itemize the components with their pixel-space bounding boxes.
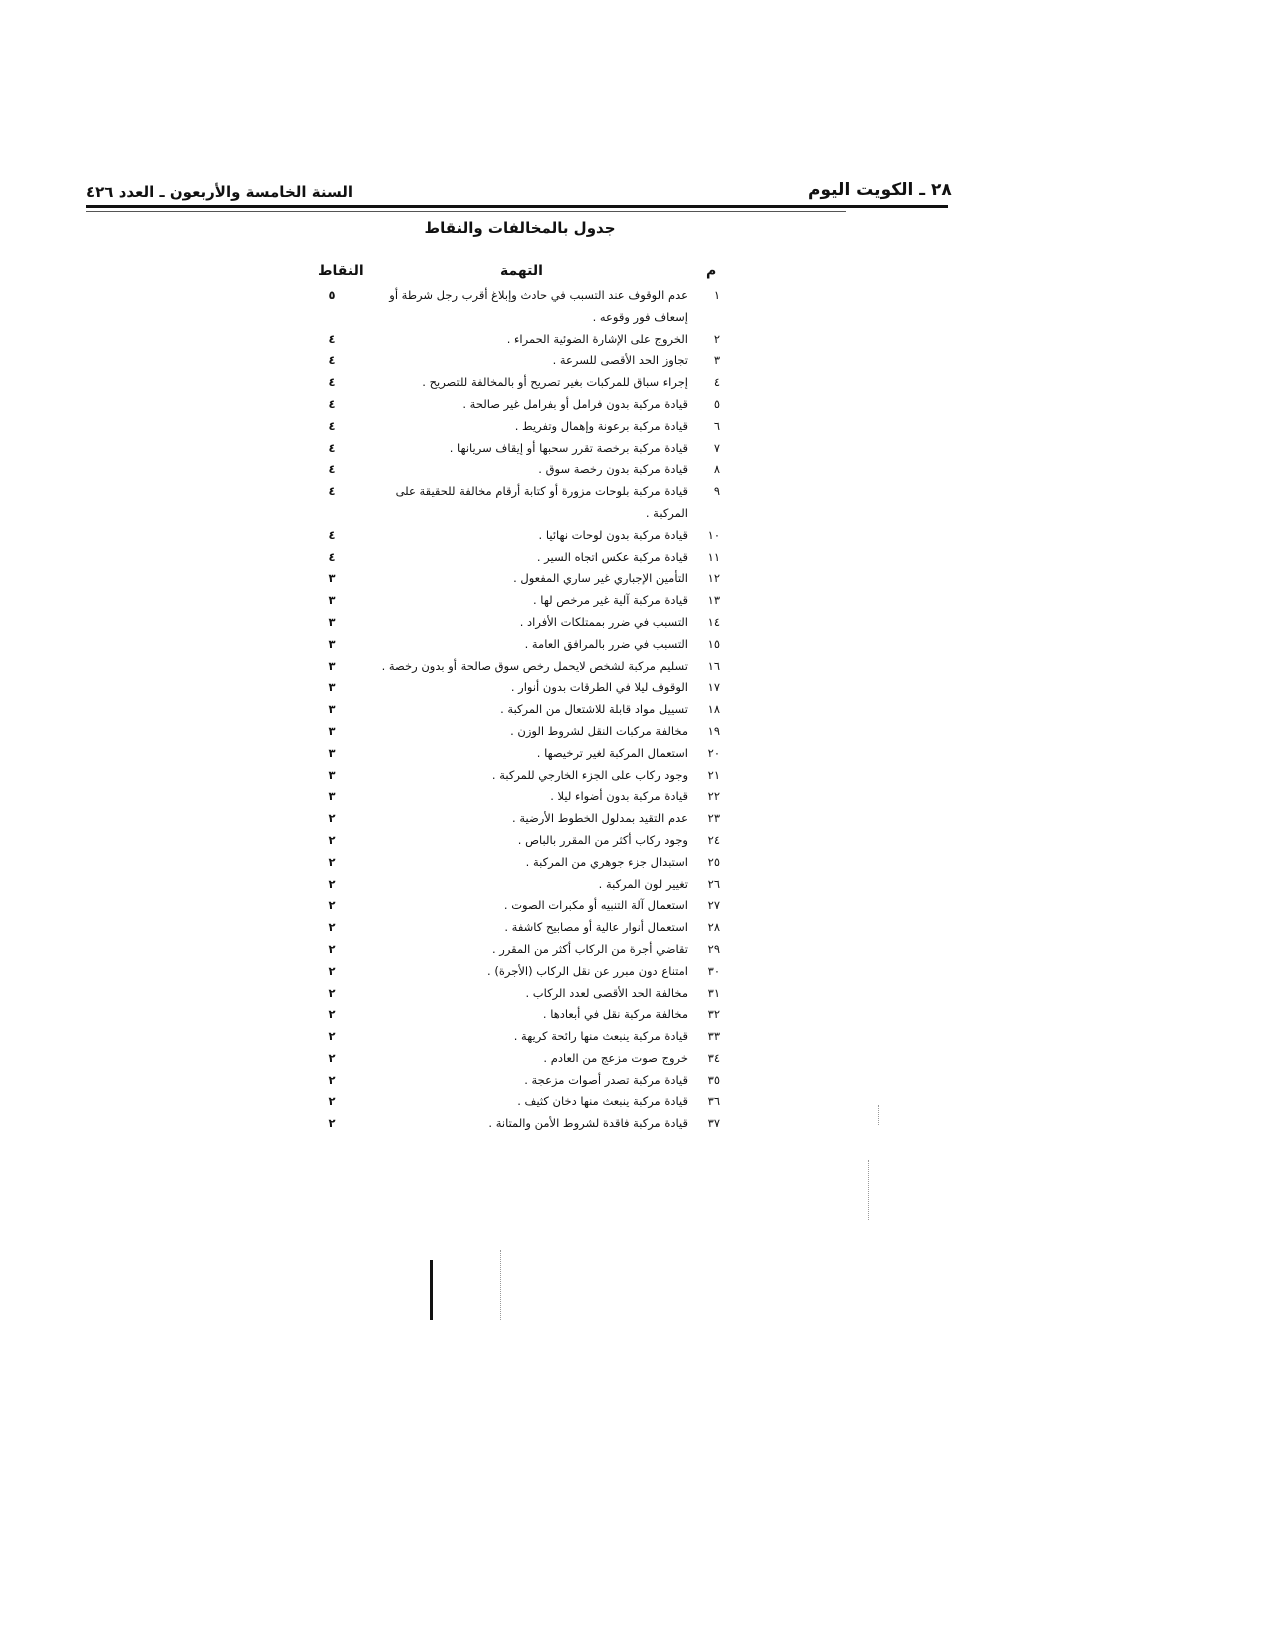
table-row	[300, 874, 720, 896]
row-number: ٢٨	[707, 920, 720, 935]
row-number: ١٨	[707, 702, 720, 717]
column-header-charge: التهمة	[500, 263, 543, 279]
row-charge: قيادة مركبة آلية غير مرخص لها .	[533, 593, 688, 608]
row-points: ٤	[328, 484, 336, 499]
row-number: ٣٥	[707, 1072, 720, 1087]
row-charge: الوقوف ليلا في الطرقات بدون أنوار .	[510, 680, 688, 695]
row-points: ٤	[328, 331, 336, 346]
table-row	[300, 459, 720, 481]
table-row	[300, 568, 720, 590]
row-number: ٣٢	[707, 1007, 720, 1022]
row-number: ٢٤	[707, 832, 720, 847]
row-charge: قيادة مركبة بدون لوحات نهائيا .	[538, 527, 688, 542]
row-number: ٢٩	[707, 941, 720, 956]
row-number: ٢٣	[707, 811, 720, 826]
row-charge: قيادة مركبة تصدر أصوات مزعجة .	[524, 1072, 688, 1087]
row-points: ٣	[328, 723, 336, 738]
row-points: ٢	[328, 832, 336, 847]
row-charge: امتناع دون مبرر عن نقل الركاب (الأجرة) .	[487, 963, 688, 978]
table-row	[300, 590, 720, 612]
row-number: ٣٠	[707, 963, 720, 978]
row-charge: التسبب في ضرر بممتلكات الأفراد .	[519, 614, 688, 629]
row-number: ١	[713, 288, 720, 302]
column-header-points: النقاط	[318, 263, 364, 279]
row-number: ٨	[713, 462, 720, 477]
row-points: ٢	[328, 920, 336, 935]
table-row	[300, 743, 720, 765]
table-row	[300, 677, 720, 699]
table-row	[300, 765, 720, 787]
row-charge: قيادة مركبة ينبعث منها دخان كثيف .	[517, 1094, 688, 1109]
row-number: ٤	[713, 375, 720, 390]
row-points: ٢	[328, 811, 336, 826]
scan-mark	[430, 1260, 433, 1320]
row-charge: قيادة مركبة بدون رخصة سوق .	[538, 462, 688, 477]
row-number: ٢١	[707, 767, 720, 782]
table-row	[300, 961, 720, 983]
row-number: ١٧	[707, 680, 720, 695]
row-points: ٤	[328, 353, 336, 368]
scan-artifact	[868, 1160, 869, 1220]
table-row	[300, 699, 720, 721]
row-number: ٢٢	[707, 789, 720, 804]
row-points: ٢	[328, 1007, 336, 1022]
row-points: ٣	[328, 767, 336, 782]
table-row	[300, 917, 720, 939]
table-row	[300, 808, 720, 830]
row-points: ٤	[328, 418, 336, 433]
table-row	[300, 721, 720, 743]
row-charge: التسبب في ضرر بالمرافق العامة .	[524, 636, 688, 651]
row-points: ٢	[328, 1029, 336, 1044]
table-row	[300, 525, 720, 547]
table-row	[300, 895, 720, 917]
table-row	[300, 547, 720, 569]
table-row	[300, 656, 720, 678]
row-charge: قيادة مركبة بدون أضواء ليلا .	[550, 789, 688, 804]
row-charge: تجاوز الحد الأقصى للسرعة .	[552, 353, 688, 368]
row-points: ٢	[328, 985, 336, 1000]
row-charge: استعمال المركبة لغير ترخيصها .	[536, 745, 688, 760]
row-charge: قيادة مركبة ينبعث منها رائحة كريهة .	[513, 1029, 688, 1044]
row-points: ٣	[328, 680, 336, 695]
row-charge: قيادة مركبة بلوحات مزورة أو كتابة أرقام مخالفة للحقيقة على المركبة .	[395, 484, 688, 520]
header-rule-thin	[86, 211, 846, 212]
row-number: ١٦	[707, 658, 720, 673]
row-number: ٢	[713, 331, 720, 346]
row-number: ٦	[713, 418, 720, 433]
table-row	[300, 350, 720, 372]
row-points: ٢	[328, 1094, 336, 1109]
row-points: ٢	[328, 1072, 336, 1087]
row-number: ٢٧	[707, 898, 720, 913]
row-points: ٥	[328, 288, 336, 302]
table-row	[300, 329, 720, 351]
row-charge: قيادة مركبة بدون فرامل أو بفرامل غير صالحة .	[462, 396, 688, 411]
table-row	[300, 852, 720, 874]
table-row	[300, 1091, 720, 1113]
row-points: ٤	[328, 549, 336, 564]
row-points: ٤	[328, 375, 336, 390]
row-charge: تغيير لون المركبة .	[598, 876, 688, 891]
row-points: ٢	[328, 898, 336, 913]
row-points: ٣	[328, 614, 336, 629]
table-row	[300, 1026, 720, 1048]
row-points: ٤	[328, 440, 336, 455]
row-number: ١٠	[707, 527, 720, 542]
row-charge: قيادة مركبة فاقدة لشروط الأمن والمتانة .	[488, 1116, 688, 1131]
row-points: ٢	[328, 1050, 336, 1065]
row-number: ٣	[713, 353, 720, 368]
column-header-number: م	[706, 263, 717, 279]
row-charge: مخالفة مركبات النقل لشروط الوزن .	[510, 723, 688, 738]
row-charge: تسليم مركبة لشخص لايحمل رخص سوق صالحة أو بدون رخصة .	[381, 658, 688, 673]
row-number: ٢٦	[707, 876, 720, 891]
row-points: ٣	[328, 658, 336, 673]
row-number: ٣٤	[707, 1050, 720, 1065]
row-number: ١٥	[707, 636, 720, 651]
row-points: ٣	[328, 571, 336, 586]
header-page-title: ٢٨ ـ الكويت اليوم	[808, 180, 952, 200]
row-number: ٢٠	[707, 745, 720, 760]
table-row	[300, 438, 720, 460]
table-row	[300, 1113, 720, 1135]
row-charge: تسييل مواد قابلة للاشتعال من المركبة .	[500, 702, 688, 717]
row-points: ٢	[328, 963, 336, 978]
table-row	[300, 830, 720, 852]
table-row	[300, 939, 720, 961]
table-row	[300, 1048, 720, 1070]
row-number: ٢٥	[707, 854, 720, 869]
row-charge: قيادة مركبة برعونة وإهمال وتفريط .	[514, 418, 688, 433]
table-row	[300, 1070, 720, 1092]
header-rule	[86, 205, 948, 208]
row-charge: التأمين الإجباري غير ساري المفعول .	[513, 571, 688, 586]
table-row	[300, 1004, 720, 1026]
table-row	[300, 416, 720, 438]
table-row	[300, 372, 720, 394]
row-charge: قيادة مركبة عكس اتجاه السير .	[536, 549, 688, 564]
row-charge: تقاضي أجرة من الركاب أكثر من المقرر .	[491, 941, 688, 956]
row-number: ٣٧	[707, 1116, 720, 1131]
header-issue-info: السنة الخامسة والأربعون ـ العدد ٤٢٦	[86, 183, 354, 201]
row-charge: استعمال آلة التنبيه أو مكبرات الصوت .	[503, 898, 688, 913]
row-points: ٤	[328, 462, 336, 477]
row-number: ١١	[707, 549, 720, 564]
row-number: ٥	[713, 396, 720, 411]
row-charge: إجراء سباق للمركبات بغير تصريح أو بالمخالفة للتصريح .	[422, 375, 688, 390]
row-charge: خروج صوت مزعج من العادم .	[543, 1050, 688, 1065]
row-points: ٣	[328, 745, 336, 760]
row-charge: استبدال جزء جوهري من المركبة .	[525, 854, 688, 869]
row-points: ٣	[328, 636, 336, 651]
table-title: جدول بالمخالفات والنقاط	[424, 219, 616, 237]
table-row	[300, 786, 720, 808]
row-points: ٣	[328, 789, 336, 804]
scan-artifact	[500, 1250, 501, 1320]
row-charge: عدم الوقوف عند التسبب في حادث وإبلاغ أقرب رجل شرطة أو إسعاف فور وقوعه .	[389, 288, 688, 324]
row-points: ٢	[328, 941, 336, 956]
row-charge: عدم التقيد بمدلول الخطوط الأرضية .	[512, 811, 688, 826]
row-charge: استعمال أنوار عالية أو مصابيح كاشفة .	[504, 920, 688, 935]
table-row	[300, 394, 720, 416]
row-number: ٣٦	[707, 1094, 720, 1109]
row-points: ٢	[328, 876, 336, 891]
table-row	[300, 285, 720, 329]
table-row	[300, 481, 720, 525]
row-points: ٣	[328, 702, 336, 717]
row-number: ٣١	[707, 985, 720, 1000]
row-points: ٢	[328, 1116, 336, 1131]
row-number: ١٩	[707, 723, 720, 738]
row-number: ١٤	[707, 614, 720, 629]
row-points: ٤	[328, 396, 336, 411]
table-row	[300, 634, 720, 656]
row-charge: قيادة مركبة برخصة تقرر سحبها أو إيقاف سريانها .	[449, 440, 688, 455]
row-number: ١٢	[707, 571, 720, 586]
row-points: ٣	[328, 593, 336, 608]
table-row	[300, 612, 720, 634]
violations-table	[300, 285, 720, 1135]
row-points: ٢	[328, 854, 336, 869]
table-row	[300, 983, 720, 1005]
row-number: ٩	[713, 484, 720, 499]
scan-artifact	[878, 1105, 879, 1125]
row-charge: وجود ركاب أكثر من المقرر بالباص .	[517, 832, 688, 847]
row-number: ١٣	[707, 593, 720, 608]
row-charge: مخالفة مركبة نقل في أبعادها .	[542, 1007, 688, 1022]
row-number: ٣٣	[707, 1029, 720, 1044]
row-number: ٧	[713, 440, 720, 455]
row-charge: الخروج على الإشارة الضوئية الحمراء .	[506, 331, 688, 346]
row-points: ٤	[328, 527, 336, 542]
row-charge: وجود ركاب على الجزء الخارجي للمركبة .	[491, 767, 688, 782]
row-charge: مخالفة الحد الأقصى لعدد الركاب .	[525, 985, 688, 1000]
